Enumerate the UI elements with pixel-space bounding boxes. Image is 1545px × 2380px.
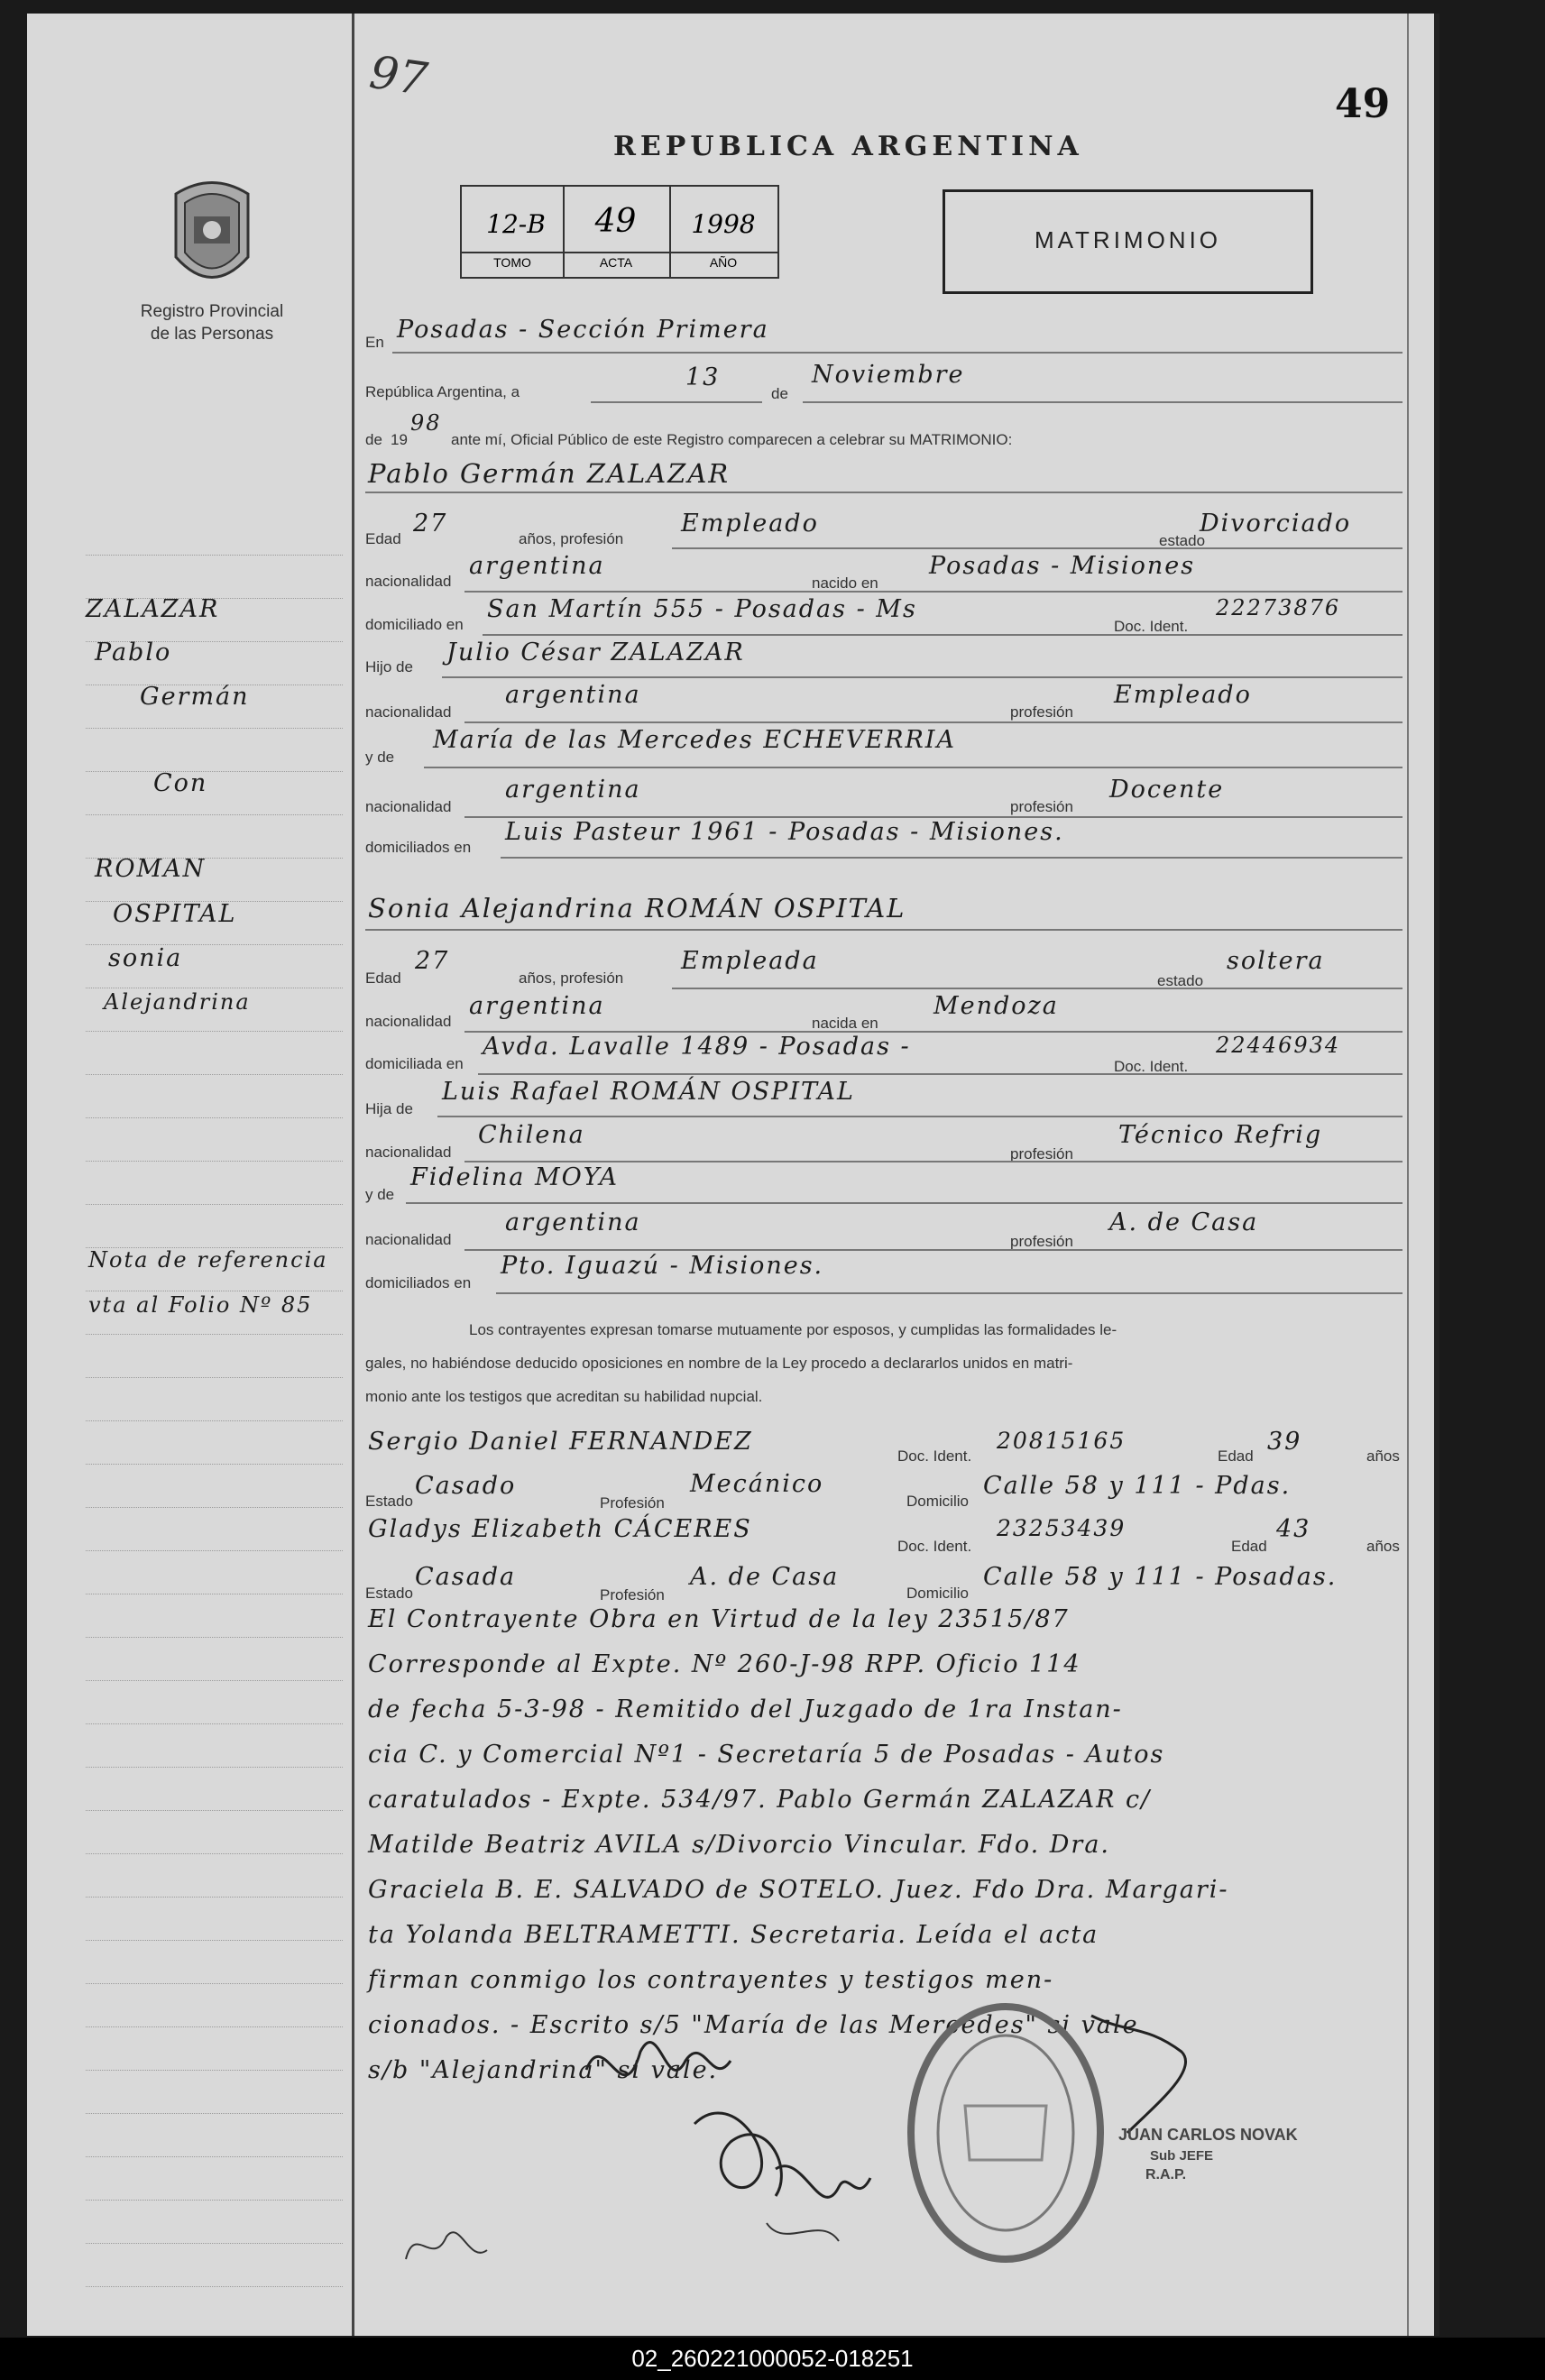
margin-guide-line xyxy=(86,1464,343,1466)
note-line: cionados. - Escrito s/5 "María de las Mercedes" si vale xyxy=(368,2011,1139,2039)
label-profesion-gm: profesión xyxy=(1010,798,1073,815)
right-margin-rule xyxy=(1407,14,1409,2336)
witness1-name: Sergio Daniel FERNANDEZ xyxy=(368,1428,753,1456)
margin-bride-name2: Alejandrina xyxy=(104,989,251,1015)
margin-bride-name1: sonia xyxy=(108,944,183,972)
ano-value: 1998 xyxy=(691,209,756,239)
stamp-initials: R.A.P. xyxy=(1145,2167,1187,2182)
signature-drawing xyxy=(568,2016,947,2268)
declaration-line2: gales, no habiéndose deducido oposiciones en nombre de la Ley procedo a declararlos unidos en matri- xyxy=(365,1355,1073,1372)
label-estado: estado xyxy=(1159,532,1206,549)
margin-guide-line xyxy=(86,1204,343,1206)
label-nacionalidad-b: nacionalidad xyxy=(365,1013,452,1030)
margin-rule xyxy=(352,14,354,2336)
label-w2-profesion: Profesión xyxy=(600,1586,665,1604)
declaration-line1: Los contrayentes expresan tomarse mutuamente por esposos, y cumplidas las formalidades le- xyxy=(469,1321,1117,1338)
margin-guide-line xyxy=(86,1680,343,1682)
note-line: cia C. y Comercial Nº1 - Secretaría 5 de Posadas - Autos xyxy=(368,1741,1165,1769)
bride-status: soltera xyxy=(1227,947,1325,975)
official-signature xyxy=(1073,1998,1236,2142)
margin-guide-line xyxy=(86,1507,343,1509)
label-w2-doc: Doc. Ident. xyxy=(897,1538,972,1555)
acta-label: ACTA xyxy=(599,255,633,270)
registry-name-line1: Registro Provincial xyxy=(140,302,284,321)
acta-value: 49 xyxy=(594,203,637,240)
margin-guide-line xyxy=(86,1810,343,1812)
margin-guide-line xyxy=(86,2070,343,2072)
margin-guide-line xyxy=(86,728,343,730)
margin-guide-line xyxy=(86,1767,343,1769)
label-en: En xyxy=(365,334,384,351)
label-domiciliada: domiciliada en xyxy=(365,1055,464,1072)
label-profesion-bm: profesión xyxy=(1010,1233,1073,1250)
bride-parents-address: Pto. Iguazú - Misiones. xyxy=(501,1252,824,1280)
note-line: firman conmigo los contrayentes y testigos men- xyxy=(368,1966,1054,1994)
note-line: s/b "Alejandrina" si vale. xyxy=(368,2056,719,2084)
note-line: de fecha 5-3-98 - Remitido del Juzgado de 1ra Instan- xyxy=(368,1695,1123,1723)
margin-signature xyxy=(397,2214,496,2277)
witness2-profession: A. de Casa xyxy=(690,1563,840,1591)
bride-address: Avda. Lavalle 1489 - Posadas - xyxy=(483,1033,911,1061)
note-line: Graciela B. E. SALVADO de SOTELO. Juez. Fdo Dra. Margari- xyxy=(368,1876,1229,1904)
day: 13 xyxy=(685,363,721,391)
groom-father: Julio César ZALAZAR xyxy=(446,639,745,666)
witness2-doc: 23253439 xyxy=(997,1515,1127,1541)
bride-age: 27 xyxy=(415,947,450,975)
groom-status: Divorciado xyxy=(1200,510,1352,538)
bride-birthplace: Mendoza xyxy=(933,992,1059,1020)
margin-ref-line1: Nota de referencia xyxy=(88,1247,328,1273)
witness1-profession: Mecánico xyxy=(690,1470,824,1498)
witness2-status: Casada xyxy=(415,1563,517,1591)
groom-nationality: argentina xyxy=(469,552,605,580)
witness2-name: Gladys Elizabeth CÁCERES xyxy=(368,1515,752,1543)
registry-box xyxy=(460,185,779,279)
label-w1-doc: Doc. Ident. xyxy=(897,1447,972,1465)
margin-bride-surname2: OSPITAL xyxy=(113,900,237,928)
margin-groom-name1: Pablo xyxy=(95,639,172,666)
stamp-role: Sub JEFE xyxy=(1150,2148,1214,2164)
margin-connector: Con xyxy=(153,769,208,797)
label-w2-edad: Edad xyxy=(1231,1538,1267,1555)
bride-father: Luis Rafael ROMÁN OSPITAL xyxy=(442,1078,855,1106)
groom-birthplace: Posadas - Misiones xyxy=(929,552,1196,580)
label-nacionalidad: nacionalidad xyxy=(365,573,452,590)
bride-doc: 22446934 xyxy=(1216,1033,1341,1058)
margin-guide-line xyxy=(86,814,343,816)
witness2-address: Calle 58 y 111 - Posadas. xyxy=(983,1563,1338,1591)
label-profesion-bf: profesión xyxy=(1010,1145,1073,1162)
image-caption: 02_260221000052-018251 xyxy=(0,2338,1545,2380)
label-w2-estado: Estado xyxy=(365,1585,413,1602)
note-line: ta Yolanda BELTRAMETTI. Secretaria. Leída el acta xyxy=(368,1921,1099,1949)
label-nacido-en: nacido en xyxy=(812,574,878,592)
country-heading: REPUBLICA ARGENTINA xyxy=(613,131,1083,162)
label-de: de xyxy=(771,385,788,402)
margin-groom-surname: ZALAZAR xyxy=(86,595,220,623)
label-nacionalidad-bf: nacionalidad xyxy=(365,1144,452,1161)
matrimonio-box xyxy=(943,189,1313,294)
label-estado-b: estado xyxy=(1157,972,1204,989)
bride-name: Sonia Alejandrina ROMÁN OSPITAL xyxy=(368,893,906,924)
label-domiciliado: domiciliado en xyxy=(365,616,464,633)
margin-guide-line xyxy=(86,1594,343,1595)
margin-guide-line xyxy=(86,1420,343,1422)
note-line: caratulados - Expte. 534/97. Pablo Germán ZALAZAR c/ xyxy=(368,1786,1152,1814)
label-domiciliados: domiciliados en xyxy=(365,839,472,856)
witness1-status: Casado xyxy=(415,1472,517,1500)
witness1-address: Calle 58 y 111 - Pdas. xyxy=(983,1472,1292,1500)
margin-groom-name2: Germán xyxy=(140,683,250,711)
groom-father-profession: Empleado xyxy=(1114,681,1252,709)
month: Noviembre xyxy=(812,361,965,389)
declaration-line3: monio ante los testigos que acreditan su habilidad nupcial. xyxy=(365,1388,763,1405)
note-line: Matilde Beatriz AVILA s/Divorcio Vincular. Fdo. Dra. xyxy=(368,1831,1110,1859)
note-line: El Contrayente Obra en Virtud de la ley 23515/87 xyxy=(368,1605,1070,1633)
groom-mother: María de las Mercedes ECHEVERRIA xyxy=(433,726,956,754)
label-de-year: de xyxy=(365,431,382,448)
label-nacida-en: nacida en xyxy=(812,1015,878,1032)
label-profesion-gf: profesión xyxy=(1010,703,1073,721)
page-number: 49 xyxy=(1335,81,1391,127)
bride-father-profession: Técnico Refrig xyxy=(1118,1121,1323,1149)
label-edad-b: Edad xyxy=(365,969,401,987)
margin-guide-line xyxy=(86,1940,343,1942)
margin-guide-line xyxy=(86,2286,343,2288)
label-w1-edad: Edad xyxy=(1218,1447,1254,1465)
groom-profession: Empleado xyxy=(681,510,819,538)
label-anos-profesion-b: años, profesión xyxy=(519,969,624,987)
label-domiciliados-b: domiciliados en xyxy=(365,1274,472,1291)
margin-guide-line xyxy=(86,1377,343,1379)
margin-number: 97 xyxy=(366,45,431,106)
registry-name-line2: de las Personas xyxy=(150,325,274,344)
margin-guide-line xyxy=(86,1637,343,1639)
label-republica: República Argentina, a xyxy=(365,383,520,400)
label-nacionalidad-bm: nacionalidad xyxy=(365,1231,452,1248)
groom-name: Pablo Germán ZALAZAR xyxy=(368,458,731,489)
margin-guide-line xyxy=(86,1897,343,1898)
label-ante: ante mí, Oficial Público de este Registro comparecen a celebrar su MATRIMONIO: xyxy=(451,431,1013,448)
register-page xyxy=(27,14,1439,2336)
label-hijo-de: Hijo de xyxy=(365,658,413,675)
groom-parents-address: Luis Pasteur 1961 - Posadas - Misiones. xyxy=(505,818,1064,846)
margin-guide-line xyxy=(86,1334,343,1336)
groom-doc: 22273876 xyxy=(1216,595,1341,620)
margin-guide-line xyxy=(86,1117,343,1119)
margin-guide-line xyxy=(86,555,343,556)
witness1-age: 39 xyxy=(1267,1428,1302,1456)
label-w2-domicilio: Domicilio xyxy=(906,1585,969,1602)
note-line: Corresponde al Expte. Nº 260-J-98 RPP. Oficio 114 xyxy=(368,1650,1081,1678)
year-suffix: 98 xyxy=(410,410,442,436)
label-anos-profesion: años, profesión xyxy=(519,530,624,547)
place: Posadas - Sección Primera xyxy=(397,316,769,344)
witness2-age: 43 xyxy=(1276,1515,1311,1543)
margin-guide-line xyxy=(86,2243,343,2245)
margin-guide-line xyxy=(86,1550,343,1552)
margin-guide-line xyxy=(86,1983,343,1985)
year-prefix: 19 xyxy=(391,431,408,448)
registry-seal-icon xyxy=(158,167,266,302)
bride-mother-nationality: argentina xyxy=(505,1208,641,1236)
margin-bride-surname: ROMAN xyxy=(95,855,207,883)
label-edad: Edad xyxy=(365,530,401,547)
margin-guide-line xyxy=(86,1031,343,1033)
margin-guide-line xyxy=(86,1853,343,1855)
tomo-label: TOMO xyxy=(493,255,531,270)
groom-address: San Martín 555 - Posadas - Ms xyxy=(487,595,917,623)
margin-ref-line2: vta al Folio Nº 85 xyxy=(88,1292,313,1318)
label-nacionalidad-gf: nacionalidad xyxy=(365,703,452,721)
bride-father-nationality: Chilena xyxy=(478,1121,585,1149)
bride-profession: Empleada xyxy=(681,947,819,975)
tomo-value: 12-B xyxy=(486,209,546,239)
margin-guide-line xyxy=(86,2026,343,2028)
groom-mother-profession: Docente xyxy=(1109,776,1225,804)
label-w2-anos: años xyxy=(1366,1538,1400,1555)
bride-mother: Fidelina MOYA xyxy=(410,1163,619,1191)
witness1-doc: 20815165 xyxy=(997,1428,1127,1454)
label-w1-estado: Estado xyxy=(365,1493,413,1510)
margin-guide-line xyxy=(86,1161,343,1162)
label-doc-ident: Doc. Ident. xyxy=(1114,618,1189,635)
label-hija-de: Hija de xyxy=(365,1100,413,1117)
label-doc-ident-b: Doc. Ident. xyxy=(1114,1058,1189,1075)
label-y-de: y de xyxy=(365,749,395,766)
groom-father-nationality: argentina xyxy=(505,681,641,709)
stamp-officer: JUAN CARLOS NOVAK xyxy=(1118,2126,1298,2144)
margin-guide-line xyxy=(86,2200,343,2201)
label-w1-profesion: Profesión xyxy=(600,1494,665,1512)
margin-guide-line xyxy=(86,1074,343,1076)
ano-label: AÑO xyxy=(709,255,738,270)
margin-guide-line xyxy=(86,1723,343,1725)
label-y-de-b: y de xyxy=(365,1186,395,1203)
label-nacionalidad-gm: nacionalidad xyxy=(365,798,452,815)
groom-age: 27 xyxy=(413,510,448,538)
document-title: MATRIMONIO xyxy=(1034,226,1222,253)
bride-nationality: argentina xyxy=(469,992,605,1020)
groom-mother-nationality: argentina xyxy=(505,776,641,804)
label-w1-anos: años xyxy=(1366,1447,1400,1465)
bride-mother-profession: A. de Casa xyxy=(1109,1208,1259,1236)
margin-guide-line xyxy=(86,2113,343,2115)
margin-guide-line xyxy=(86,2156,343,2158)
margin-guide-line xyxy=(86,771,343,773)
label-w1-domicilio: Domicilio xyxy=(906,1493,969,1510)
